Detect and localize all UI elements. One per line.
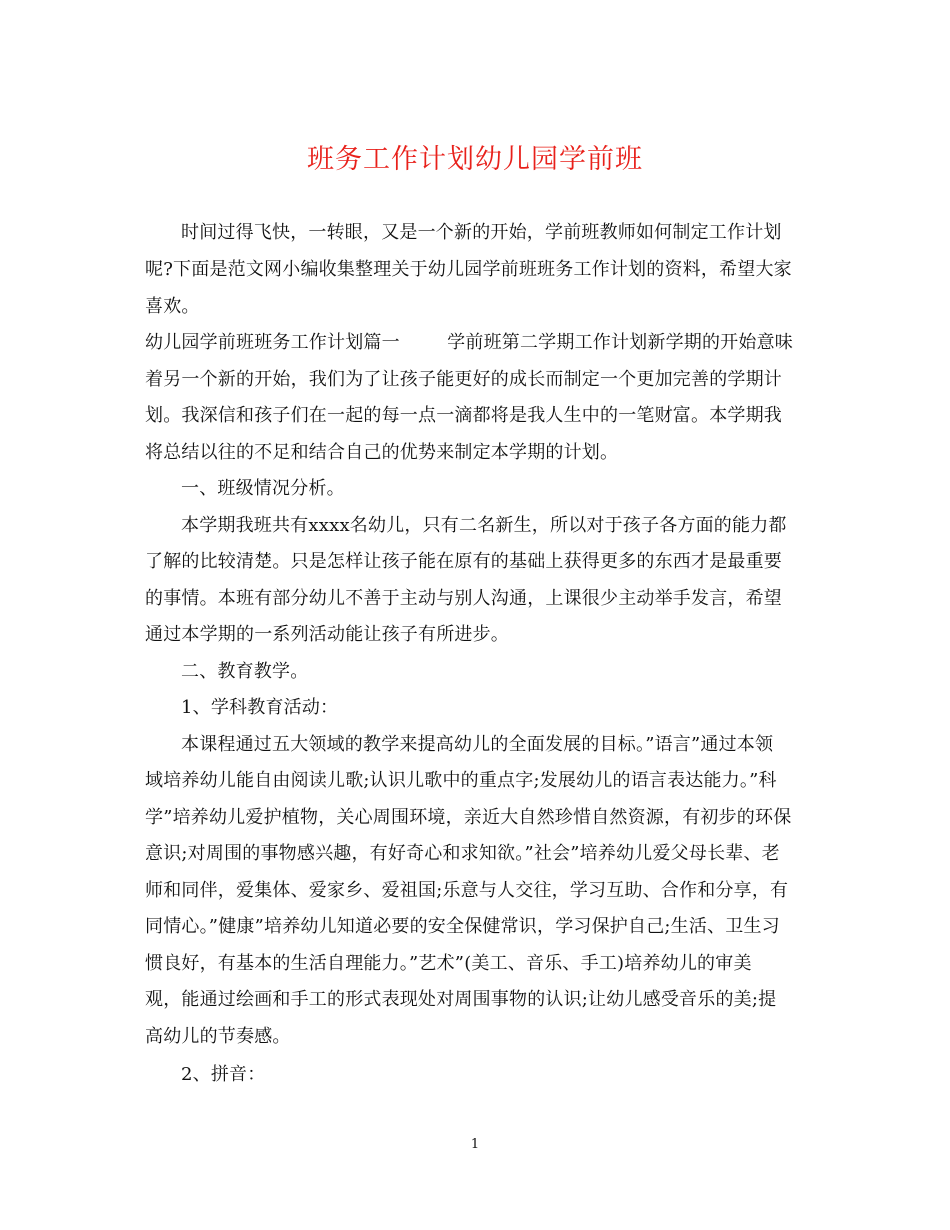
page-number: 1 (470, 1137, 480, 1152)
paragraph-line: 呢?下面是范文网小编收集整理关于幼儿园学前班班务工作计划的资料，希望大家 (145, 259, 792, 280)
paragraph-line: 了解的比较清楚。只是怎样让孩子能在原有的基础上获得更多的东西才是最重要 (145, 551, 782, 572)
paragraph-line: 幼儿园学前班班务工作计划篇一 学前班第二学期工作计划新学期的开始意味 (145, 332, 793, 353)
paragraph-line: 惯良好，有基本的生活自理能力。”艺术”(美工、音乐、手工)培养幼儿的审美 (145, 953, 752, 974)
subsection-heading: 1、学科教育活动： (181, 697, 339, 718)
paragraph-line: 本课程通过五大领域的教学来提高幼儿的全面发展的目标。”语言”通过本领 (181, 734, 774, 755)
paragraph-line: 时间过得飞快，一转眼，又是一个新的开始，学前班教师如何制定工作计划 (181, 222, 782, 243)
document-title: 班务工作计划幼儿园学前班 (307, 144, 643, 175)
paragraph-line: 本学期我班共有xxxx名幼儿，只有二名新生，所以对于孩子各方面的能力都 (181, 515, 787, 536)
paragraph-line: 划。我深信和孩子们在一起的每一点一滴都将是我人生中的一笔财富。本学期我 (145, 405, 782, 426)
section-heading: 二、教育教学。 (181, 661, 309, 682)
paragraph-line: 观，能通过绘画和手工的形式表现处对周围事物的认识;让幼儿感受音乐的美;提 (145, 989, 777, 1010)
paragraph-line: 域培养幼儿能自由阅读儿歌;认识儿歌中的重点字;发展幼儿的语言表达能力。”科 (145, 770, 777, 791)
paragraph-line: 通过本学期的一系列活动能让孩子有所进步。 (145, 624, 509, 645)
paragraph-line: 高幼儿的节奏感。 (145, 1026, 291, 1047)
paragraph-line: 师和同伴，爱集体、爱家乡、爱祖国;乐意与人交往，学习互助、合作和分享，有 (145, 880, 789, 901)
paragraph-line: 学”培养幼儿爱护植物，关心周围环境，亲近大自然珍惜自然资源，有初步的环保 (145, 807, 792, 828)
paragraph-line: 意识;对周围的事物感兴趣，有好奇心和求知欲。”社会”培养幼儿爱父母长辈、老 (145, 843, 780, 864)
paragraph-line: 将总结以往的不足和结合自己的优势来制定本学期的计划。 (145, 442, 619, 463)
paragraph-line: 的事情。本班有部分幼儿不善于主动与别人沟通，上课很少主动举手发言，希望 (145, 588, 782, 609)
paragraph-line: 喜欢。 (145, 296, 200, 317)
paragraph-line: 同情心。”健康”培养幼儿知道必要的安全保健常识，学习保护自己;生活、卫生习 (145, 916, 780, 937)
paragraph-line: 着另一个新的开始，我们为了让孩子能更好的成长而制定一个更加完善的学期计 (145, 369, 782, 390)
section-heading: 一、班级情况分析。 (181, 478, 345, 499)
subsection-heading: 2、拼音： (181, 1064, 266, 1085)
